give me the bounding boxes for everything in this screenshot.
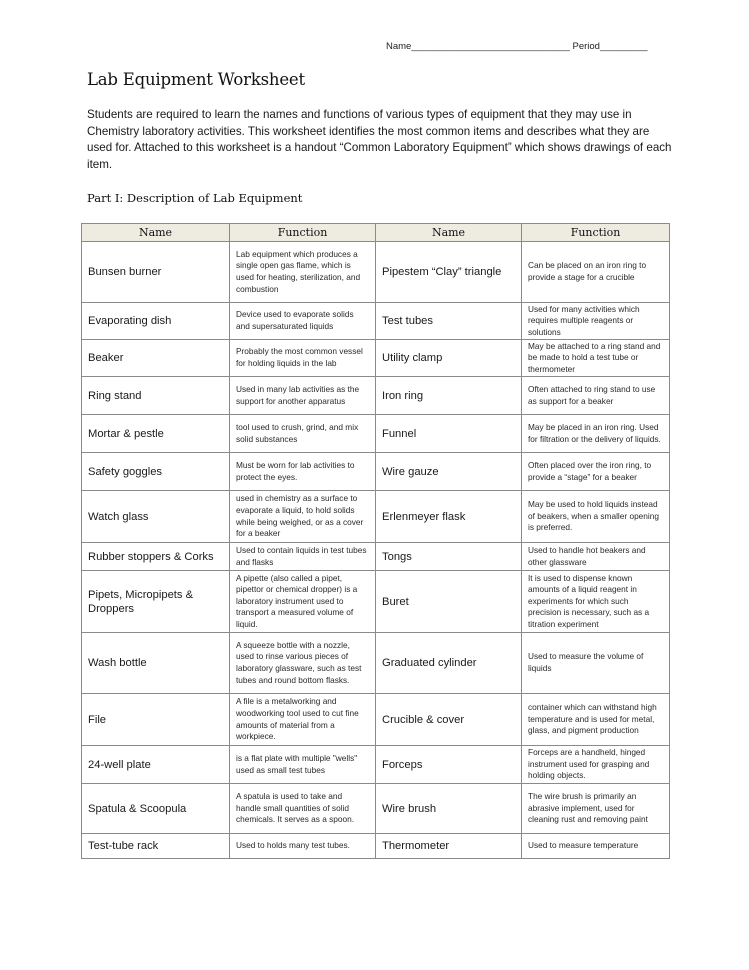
equipment-name-left: Ring stand [82, 377, 230, 415]
equipment-function-right: Used to handle hot beakers and other glassware [522, 543, 670, 571]
equipment-function-left: used in chemistry as a surface to evaporate a liquid, to hold solids while being weighed, or as a cover for a beaker [230, 491, 376, 543]
period-blank[interactable]: _________ [599, 41, 648, 52]
equipment-function-left: tool used to crush, grind, and mix solid substances [230, 415, 376, 453]
equipment-table [81, 223, 670, 859]
column-header-name-1: Name [82, 224, 230, 242]
equipment-function-right: The wire brush is primarily an abrasive implement, used for cleaning rust and removing paint [522, 784, 670, 834]
equipment-function-left: Probably the most common vessel for holding liquids in the lab [230, 340, 376, 377]
student-info-line [386, 41, 648, 52]
column-header-name-2: Name [376, 224, 522, 242]
equipment-function-right: It is used to dispense known amounts of a liquid reagent in experiments for which such precision is necessary, such as a titration experiment [522, 571, 670, 633]
table-row [82, 377, 670, 415]
equipment-name-right: Test tubes [376, 303, 522, 340]
page-title: Lab Equipment Worksheet [87, 70, 305, 89]
equipment-name-left: Wash bottle [82, 633, 230, 694]
equipment-name-right: Pipestem “Clay” triangle [376, 242, 522, 303]
table-row [82, 415, 670, 453]
table-row [82, 242, 670, 303]
table-row [82, 834, 670, 859]
equipment-function-left: is a flat plate with multiple "wells" used as small test tubes [230, 746, 376, 784]
name-label: Name [386, 41, 412, 52]
equipment-name-left: 24-well plate [82, 746, 230, 784]
period-label: Period [572, 41, 600, 52]
equipment-name-right: Iron ring [376, 377, 522, 415]
column-header-function-2: Function [522, 224, 670, 242]
equipment-name-left: Watch glass [82, 491, 230, 543]
equipment-name-right: Utility clamp [376, 340, 522, 377]
column-header-function-1: Function [230, 224, 376, 242]
name-blank[interactable]: ______________________________ [411, 41, 570, 52]
equipment-name-right: Tongs [376, 543, 522, 571]
equipment-function-right: container which can withstand high temperature and is used for metal, glass, and pigment production [522, 694, 670, 746]
equipment-function-right: Used to measure the volume of liquids [522, 633, 670, 694]
equipment-function-right: Used to measure temperature [522, 834, 670, 859]
table-row [82, 633, 670, 694]
equipment-function-left: Device used to evaporate solids and supersaturated liquids [230, 303, 376, 340]
equipment-name-right: Wire gauze [376, 453, 522, 491]
equipment-name-left: Evaporating dish [82, 303, 230, 340]
table-row [82, 694, 670, 746]
section-heading: Part I: Description of Lab Equipment [87, 191, 303, 205]
equipment-name-right: Funnel [376, 415, 522, 453]
equipment-function-right: May be placed in an iron ring. Used for filtration or the delivery of liquids. [522, 415, 670, 453]
equipment-function-right: Forceps are a handheld, hinged instrument used for grasping and holding objects. [522, 746, 670, 784]
equipment-function-left: A pipette (also called a pipet, pipettor or chemical dropper) is a laboratory instrument used to transport a measured volume of liquid. [230, 571, 376, 633]
equipment-name-left: Pipets, Micropipets & Droppers [82, 571, 230, 633]
table-row [82, 543, 670, 571]
equipment-name-left: Mortar & pestle [82, 415, 230, 453]
equipment-function-right: Used for many activities which requires multiple reagents or solutions [522, 303, 670, 340]
equipment-function-left: Must be worn for lab activities to protect the eyes. [230, 453, 376, 491]
intro-paragraph: Students are required to learn the names and functions of various types of equipment that they may use in Chemistry laboratory activities. This worksheet identifies the most common items and describes what they are used for. Attached to this worksheet is a handout “Common Laboratory Equipment” which shows drawings of each item. [87, 108, 672, 171]
equipment-name-left: Safety goggles [82, 453, 230, 491]
equipment-function-right: May be attached to a ring stand and be made to hold a test tube or thermometer [522, 340, 670, 377]
equipment-function-left: A spatula is used to take and handle small quantities of solid chemicals. It serves as a spoon. [230, 784, 376, 834]
equipment-name-left: File [82, 694, 230, 746]
equipment-function-left: Used to holds many test tubes. [230, 834, 376, 859]
equipment-function-left: A file is a metalworking and woodworking tool used to cut fine amounts of material from a workpiece. [230, 694, 376, 746]
table-row [82, 491, 670, 543]
table-header-row [82, 224, 670, 242]
equipment-function-left: Used in many lab activities as the support for another apparatus [230, 377, 376, 415]
table-row [82, 453, 670, 491]
equipment-name-right: Graduated cylinder [376, 633, 522, 694]
equipment-function-right: Often placed over the iron ring, to provide a “stage” for a beaker [522, 453, 670, 491]
equipment-name-left: Bunsen burner [82, 242, 230, 303]
equipment-function-left: A squeeze bottle with a nozzle, used to rinse various pieces of laboratory glassware, such as test tubes and round bottom flasks. [230, 633, 376, 694]
table-row [82, 746, 670, 784]
equipment-name-right: Forceps [376, 746, 522, 784]
equipment-name-right: Buret [376, 571, 522, 633]
equipment-name-left: Beaker [82, 340, 230, 377]
equipment-function-right: Often attached to ring stand to use as support for a beaker [522, 377, 670, 415]
equipment-name-right: Wire brush [376, 784, 522, 834]
equipment-name-right: Erlenmeyer flask [376, 491, 522, 543]
equipment-name-right: Thermometer [376, 834, 522, 859]
equipment-name-left: Spatula & Scoopula [82, 784, 230, 834]
table-row [82, 784, 670, 834]
equipment-name-left: Rubber stoppers & Corks [82, 543, 230, 571]
table-row [82, 571, 670, 633]
equipment-function-left: Lab equipment which produces a single open gas flame, which is used for heating, sterilization, and combustion [230, 242, 376, 303]
table-row [82, 340, 670, 377]
equipment-name-left: Test-tube rack [82, 834, 230, 859]
equipment-function-right: Can be placed on an iron ring to provide a stage for a crucible [522, 242, 670, 303]
equipment-name-right: Crucible & cover [376, 694, 522, 746]
equipment-function-right: May be used to hold liquids instead of beakers, when a smaller opening is preferred. [522, 491, 670, 543]
table-row [82, 303, 670, 340]
equipment-function-left: Used to contain liquids in test tubes and flasks [230, 543, 376, 571]
